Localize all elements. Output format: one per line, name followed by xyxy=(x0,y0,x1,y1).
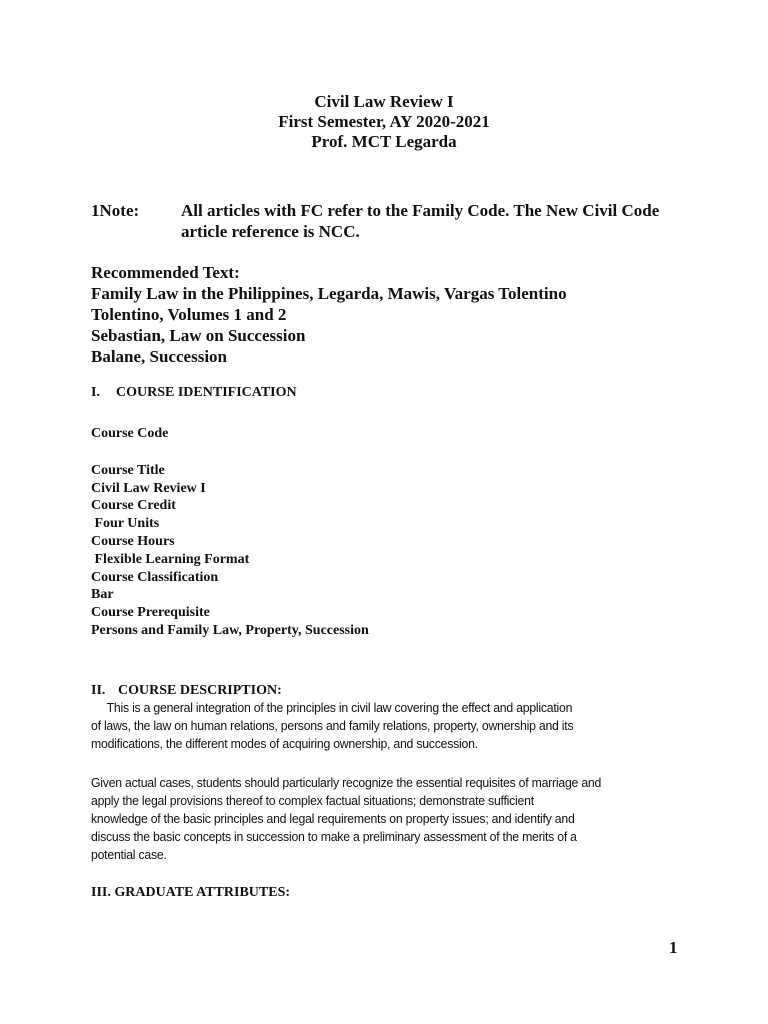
recommended-item: Balane, Succession xyxy=(91,347,228,366)
course-title-value: Civil Law Review I xyxy=(91,480,206,496)
description-line: of laws, the law on human relations, persons and family relations, property, ownership and its xyxy=(91,718,574,733)
description-line: This is a general integration of the principles in civil law covering the effect and application xyxy=(91,700,573,715)
course-hours-value: Flexible Learning Format xyxy=(91,551,250,567)
section-title: III. GRADUATE ATTRIBUTES: xyxy=(91,885,291,900)
course-credit-value: Four Units xyxy=(91,516,160,532)
section-heading-course-identification xyxy=(91,384,297,402)
section-title: COURSE IDENTIFICATION xyxy=(116,385,297,400)
section-number: I. xyxy=(91,385,100,400)
course-code-label: Course Code xyxy=(91,426,169,441)
course-prerequisite-label: Course Prerequisite xyxy=(91,605,210,621)
note-text xyxy=(181,200,691,242)
page-number: 1 xyxy=(669,938,678,957)
course-title-heading: Civil Law Review I xyxy=(314,92,454,111)
course-classification-value: Bar xyxy=(91,587,114,603)
semester-heading: First Semester, AY 2020-2021 xyxy=(278,112,490,131)
recommended-text-block xyxy=(91,262,691,367)
note-line: article reference is NCC. xyxy=(181,222,360,241)
description-line: potential case. xyxy=(91,847,167,862)
recommended-text-heading: Recommended Text: xyxy=(91,263,240,282)
note-label: 1Note: xyxy=(91,201,140,220)
professor-heading: Prof. MCT Legarda xyxy=(311,132,457,151)
note-line: All articles with FC refer to the Family Code. The New Civil Code xyxy=(181,201,660,220)
recommended-item: Sebastian, Law on Succession xyxy=(91,326,306,345)
recommended-item: Tolentino, Volumes 1 and 2 xyxy=(91,305,287,324)
document-header xyxy=(0,92,768,152)
description-line: knowledge of the basic principles and legal requirements on property issues; and identify and xyxy=(91,811,575,826)
section-heading-course-description xyxy=(91,682,282,700)
course-hours-label: Course Hours xyxy=(91,533,175,549)
course-description-paragraph-2 xyxy=(91,774,649,864)
course-classification-label: Course Classification xyxy=(91,569,219,585)
course-credit-label: Course Credit xyxy=(91,498,176,514)
description-line: modifications, the different modes of acquiring ownership, and succession. xyxy=(91,736,478,751)
course-prerequisite-value: Persons and Family Law, Property, Succession xyxy=(91,622,369,638)
description-line: discuss the basic concepts in succession to make a preliminary assessment of the merits of a xyxy=(91,829,577,844)
course-title-label: Course Title xyxy=(91,462,165,478)
description-line: Given actual cases, students should particularly recognize the essential requisites of marriage and xyxy=(91,775,602,790)
recommended-item: Family Law in the Philippines, Legarda, Mawis, Vargas Tolentino xyxy=(91,284,567,303)
section-heading-graduate-attributes xyxy=(91,884,290,902)
description-line: apply the legal provisions thereof to complex factual situations; demonstrate sufficient xyxy=(91,793,534,808)
course-identification-list xyxy=(91,425,691,640)
course-description-paragraph-1 xyxy=(91,699,649,753)
section-title: COURSE DESCRIPTION: xyxy=(118,683,282,698)
section-number: II. xyxy=(91,683,106,698)
